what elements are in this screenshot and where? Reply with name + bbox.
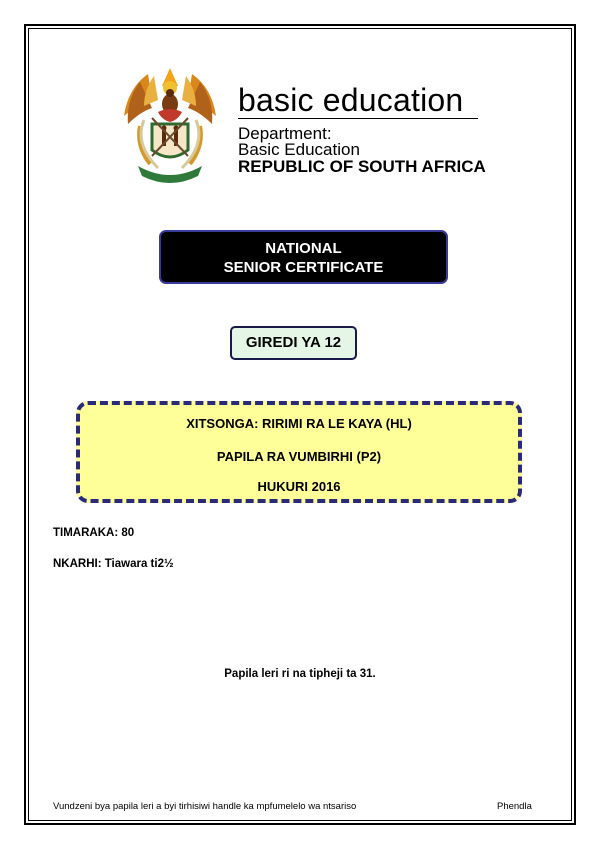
page-count-note: Papila leri ri na tipheji ta 31. [224, 668, 376, 680]
certificate-banner [159, 230, 448, 284]
total-marks: TIMARAKA: 80 [53, 527, 135, 539]
department-name: Basic Education [238, 140, 360, 159]
copyright-notice: Vundzeni bya papila leri a byi tirhisiwi handle ka mpfumelelo wa ntsariso [53, 801, 357, 812]
brand-divider [238, 118, 478, 119]
paper-title: PAPILA RA VUMBIRHI (P2) [216, 449, 382, 464]
certificate-line-2: SENIOR CERTIFICATE [223, 259, 384, 276]
brand-title: basic education [238, 82, 464, 118]
grade-badge: GIREDI YA 12 [230, 326, 357, 360]
department-label: Department: [238, 124, 332, 143]
country-name: REPUBLIC OF SOUTH AFRICA [238, 157, 486, 176]
exam-session: HUKURI 2016 [257, 479, 341, 494]
turn-over-note: Phendla [497, 801, 532, 812]
subject-panel [76, 401, 522, 503]
certificate-line-1: NATIONAL [265, 240, 342, 257]
exam-duration: NKARHI: Tiawara ti2½ [53, 558, 174, 570]
subject-title: XITSONGA: RIRIMI RA LE KAYA (HL) [186, 416, 412, 431]
south-africa-coat-of-arms-icon [118, 60, 222, 186]
